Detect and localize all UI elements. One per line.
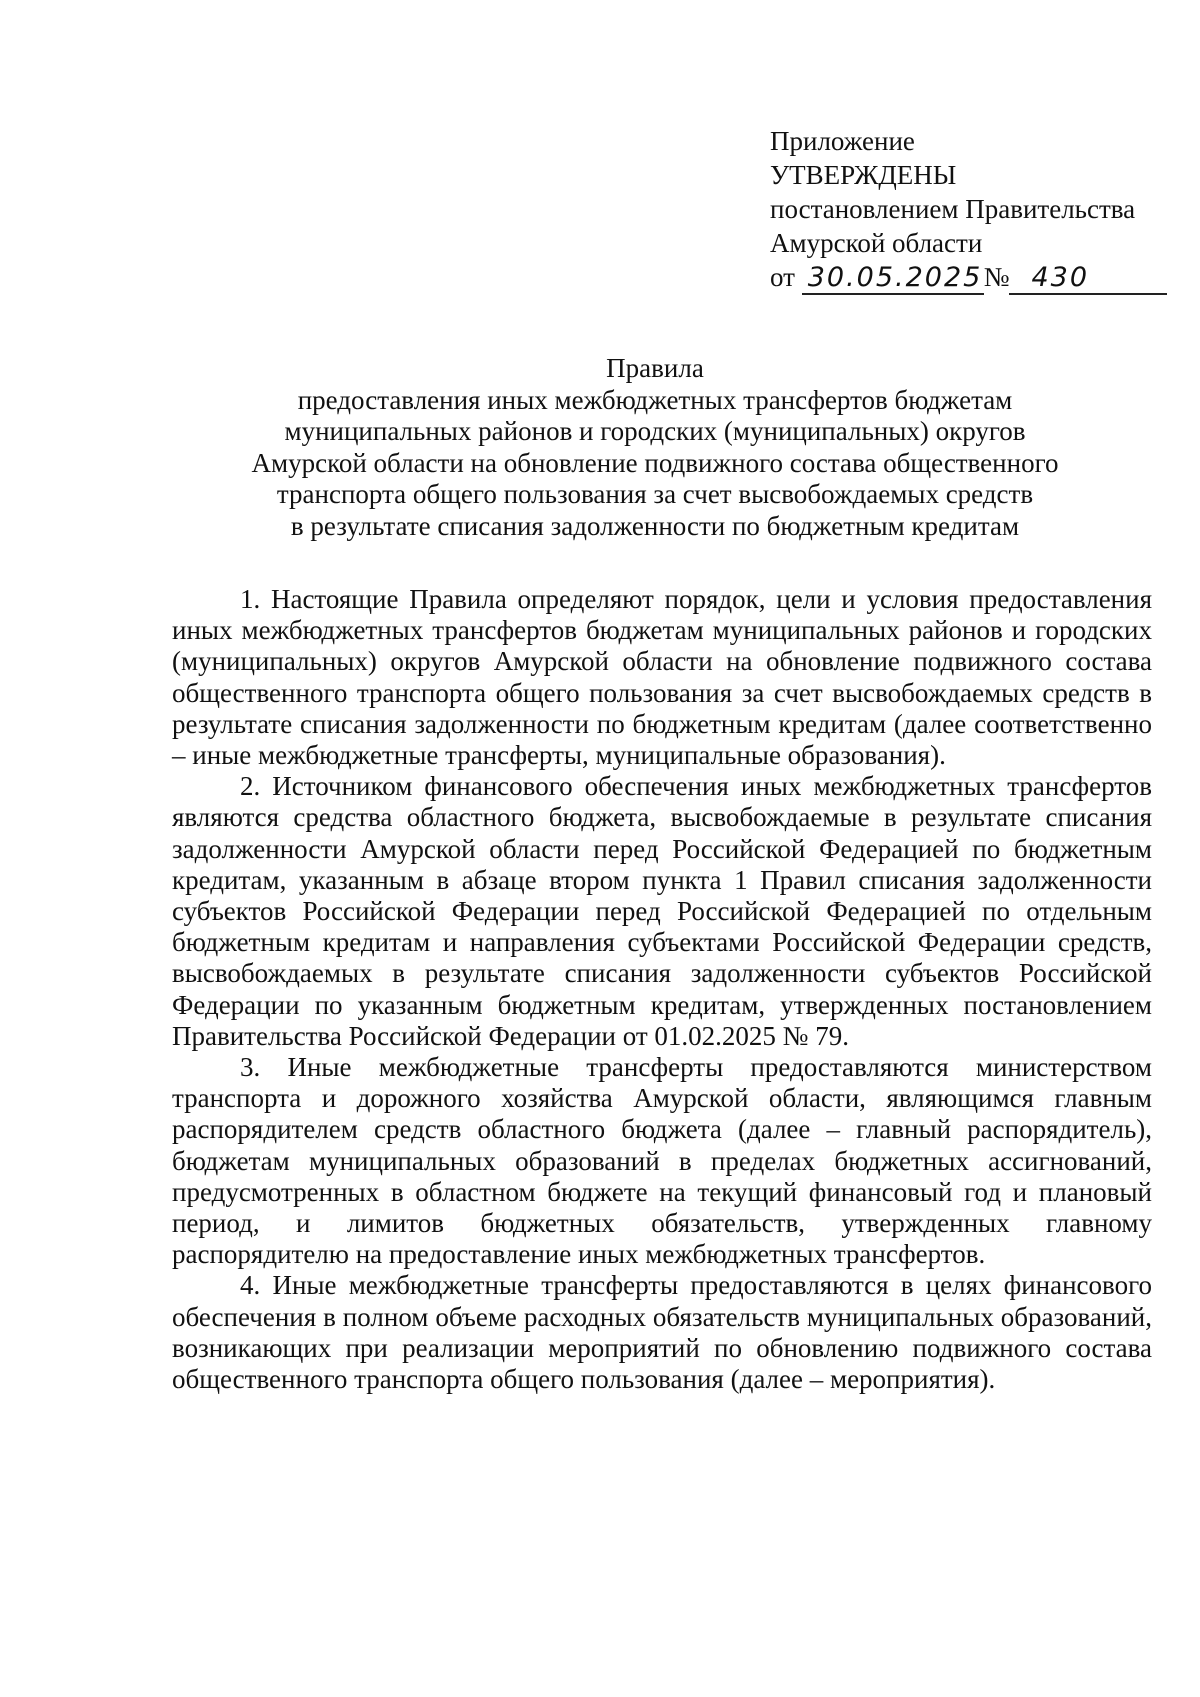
decree-date: 30.05.2025 [802,263,984,295]
decree-line-1: постановлением Правительства [770,194,1136,224]
approval-stamp-block [770,124,1170,295]
decree-date-line [770,260,1170,295]
document-title [160,353,1150,543]
decree-line-2: Амурской области [770,228,983,258]
document-body [172,584,1152,1395]
title-line: муниципальных районов и городских (муниципальных) округов [284,416,1026,447]
paragraph-1: 1. Настоящие Правила определяют порядок, цели и условия предоставления иных межбюджетных трансфертов бюджетам муниципальных районов и городских (муниципальных) округов Амурской области на обновление подвижного состава общественного транспорта общего пользования за счет высвобождаемых средств в результате списания задолженности по бюджетным кредитам (далее соответственно – иные межбюджетные трансферты, муниципальные образования). [172,584,1152,771]
paragraph-4: 4. Иные межбюджетные трансферты предоставляются в целях финансового обеспечения в полном объеме расходных обязательств муниципальных образований, возникающих при реализации мероприятий по обновлению подвижного состава общественного транспорта общего пользования (далее – мероприятия). [172,1270,1152,1395]
title-line: предоставления иных межбюджетных трансфертов бюджетам [297,384,1013,415]
appendix-label: Приложение [770,126,915,156]
title-line: транспорта общего пользования за счет высвобождаемых средств [276,479,1034,510]
paragraph-2: 2. Источником финансового обеспечения иных межбюджетных трансфертов являются средства областного бюджета, высвобождаемые в результате списания задолженности Амурской области перед Российской Федерацией по бюджетным кредитам, указанным в абзаце втором пункта 1 Правил списания задолженности субъектов Российской Федерации перед Российской Федерацией по отдельным бюджетным кредитам и направления субъектами Российской Федерации средств, высвобождаемых в результате списания задолженности субъектов Российской Федерации по указанным бюджетным кредитам, утвержденных постановлением Правительства Российской Федерации от 01.02.2025 № 79. [172,771,1152,1051]
number-sign: № [983,262,1010,292]
title-line: в результате списания задолженности по бюджетным кредитам [290,510,1020,541]
approved-label: УТВЕРЖДЕНЫ [770,160,957,190]
paragraph-3: 3. Иные межбюджетные трансферты предоставляются министерством транспорта и дорожного хозяйства Амурской области, являющимся главным распорядителем средств областного бюджета (далее – главный распорядитель), бюджетам муниципальных образований в пределах бюджетных ассигнований, предусмотренных в областном бюджете на текущий финансовый год и плановый период, и лимитов бюджетных обязательств, утвержденных главному распорядителю на предоставление иных межбюджетных трансфертов. [172,1052,1152,1270]
title-line: Амурской области на обновление подвижного состава общественного [251,447,1059,478]
date-prefix: от [770,262,795,292]
decree-number: 430 [1009,263,1167,295]
title-heading: Правила [606,353,704,383]
